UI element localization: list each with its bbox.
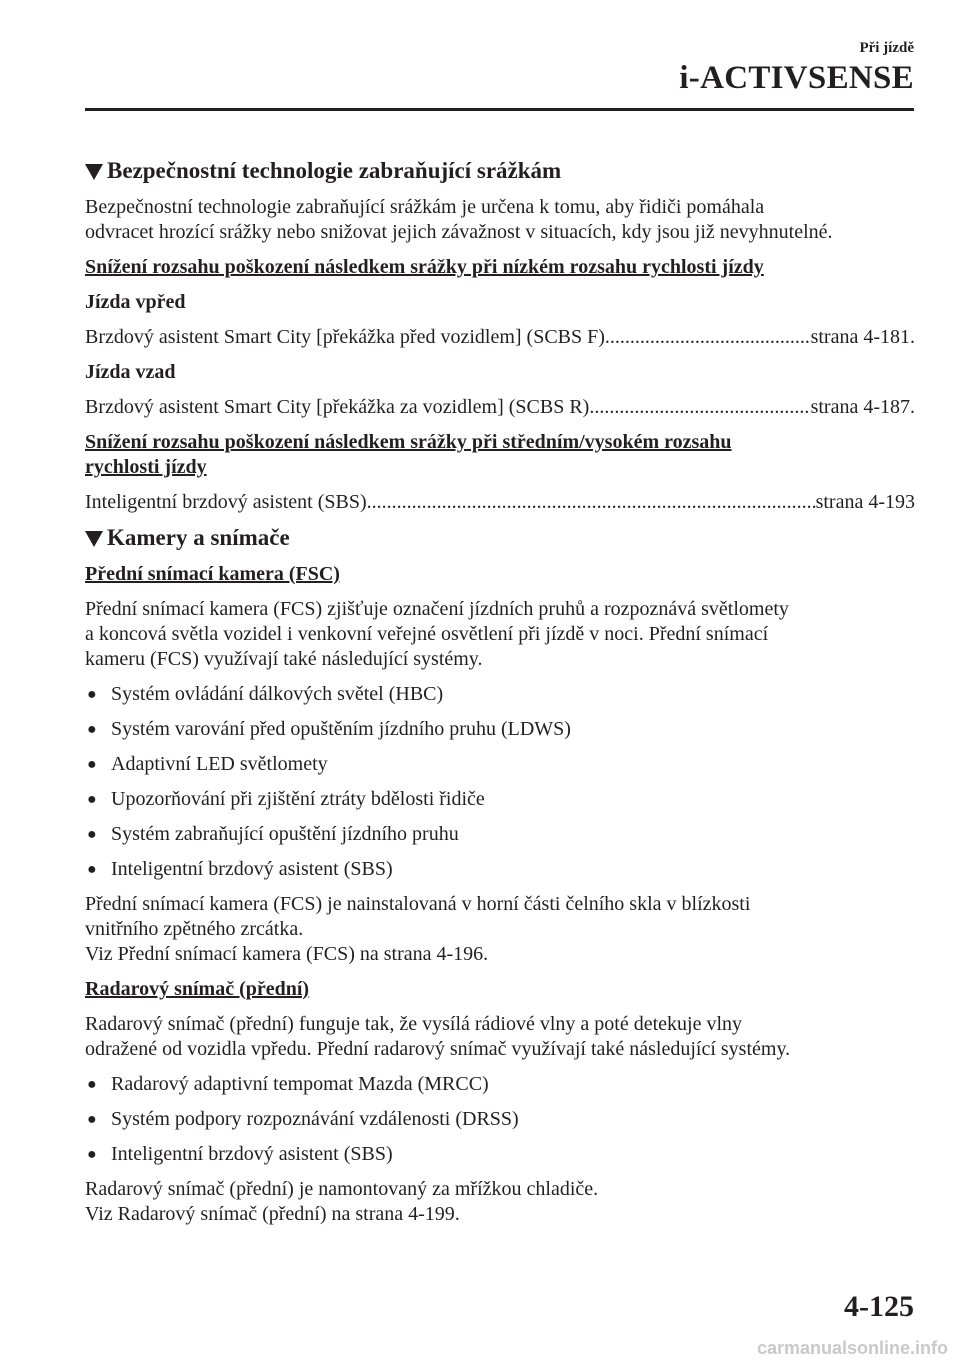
list-item-text: Inteligentní brzdový asistent (SBS) — [111, 858, 393, 880]
reverse-reference — [85, 395, 915, 420]
forward-heading: Jízda vpřed — [85, 291, 186, 313]
triangle-down-icon — [85, 164, 103, 180]
list-item — [85, 1107, 915, 1132]
radar-note-line: Radarový snímač (přední) je namontovaný za mřížkou chladiče. — [85, 1178, 599, 1200]
list-item — [85, 1072, 915, 1097]
section-heading-cameras — [85, 525, 915, 550]
intro-line: odvracet hrozící srážky nebo snižovat jejich závažnost v situacích, kdy jsou již nevyhnutelné. — [85, 221, 833, 243]
mid-speed-heading — [85, 430, 915, 480]
bullet-dot-icon: ● — [87, 826, 97, 843]
sbs-reference — [85, 490, 915, 515]
list-item — [85, 682, 915, 707]
list-item-text: Upozorňování při zjištění ztráty bdělosti řidiče — [111, 788, 485, 810]
mid-speed-heading-line: Snížení rozsahu poškození následkem srážky při středním/vysokém rozsahu — [85, 431, 732, 453]
list-item-text: Inteligentní brzdový asistent (SBS) — [111, 1143, 393, 1165]
reference-text: Brzdový asistent Smart City [překážka před vozidlem] (SCBS F) — [85, 326, 605, 348]
radar-line: Radarový snímač (přední) funguje tak, že vysílá rádiové vlny a poté detekuje vlny — [85, 1013, 743, 1035]
fsc-note — [85, 892, 915, 967]
bullet-dot-icon: ● — [87, 686, 97, 703]
list-item-text: Systém ovládání dálkových světel (HBC) — [111, 683, 444, 705]
fsc-note-line: vnitřního zpětného zrcátka. — [85, 918, 304, 940]
bullet-dot-icon: ● — [87, 1111, 97, 1128]
reference-text: Brzdový asistent Smart City [překážka za vozidlem] (SCBS R) — [85, 396, 590, 418]
list-item — [85, 752, 915, 777]
list-item — [85, 857, 915, 882]
fsc-bullet-list — [85, 682, 915, 882]
forward-reference — [85, 325, 915, 350]
section-heading-text: Kamery a snímače — [107, 525, 290, 550]
list-item-text: Systém varování před opuštěním jízdního pruhu (LDWS) — [111, 718, 571, 740]
list-item-text: Systém zabraňující opuštění jízdního pruhu — [111, 823, 459, 845]
section-heading-text: Bezpečnostní technologie zabraňující srážkám — [107, 158, 562, 183]
radar-heading: Radarový snímač (přední) — [85, 978, 310, 1000]
section-heading-collision — [85, 158, 915, 183]
radar-note — [85, 1177, 915, 1227]
intro-paragraph — [85, 195, 915, 245]
fsc-line: a koncová světla vozidel i venkovní veřejné osvětlení při jízdě v noci. Přední snímací — [85, 623, 769, 645]
fsc-paragraph — [85, 597, 915, 672]
header-title: i-ACTIVSENSE — [679, 60, 914, 96]
fsc-note-reference[interactable]: Viz Přední snímací kamera (FCS) na strana 4-196. — [85, 943, 489, 965]
list-item-text: Adaptivní LED světlomety — [111, 753, 328, 775]
reverse-heading: Jízda vzad — [85, 361, 176, 383]
page-reference-link[interactable]: strana 4-181. — [810, 326, 915, 348]
reference-text: Inteligentní brzdový asistent (SBS) — [85, 491, 367, 513]
list-item — [85, 717, 915, 742]
list-item-text: Radarový adaptivní tempomat Mazda (MRCC) — [111, 1073, 489, 1095]
bullet-dot-icon: ● — [87, 1076, 97, 1093]
fsc-note-line: Přední snímací kamera (FCS) je nainstalovaná v horní části čelního skla v blízkosti — [85, 893, 751, 915]
intro-line: Bezpečnostní technologie zabraňující srážkám je určena k tomu, aby řidiči pomáhala — [85, 196, 765, 218]
list-item — [85, 1142, 915, 1167]
page-reference-link[interactable]: strana 4-193 — [815, 491, 915, 513]
list-item — [85, 787, 915, 812]
bullet-dot-icon: ● — [87, 791, 97, 808]
fsc-heading: Přední snímací kamera (FSC) — [85, 563, 340, 585]
leader-dots — [589, 395, 810, 420]
low-speed-heading: Snížení rozsahu poškození následkem srážky při nízkém rozsahu rychlosti jízdy — [85, 256, 764, 278]
mid-speed-heading-line: rychlosti jízdy — [85, 456, 207, 478]
fsc-line: Přední snímací kamera (FCS) zjišťuje označení jízdních pruhů a rozpoznává světlomety — [85, 598, 789, 620]
leader-dots — [367, 490, 816, 515]
radar-bullet-list — [85, 1072, 915, 1167]
bullet-dot-icon: ● — [87, 1146, 97, 1163]
page-content — [85, 150, 915, 1237]
bullet-dot-icon: ● — [87, 756, 97, 773]
radar-note-reference[interactable]: Viz Radarový snímač (přední) na strana 4-199. — [85, 1203, 460, 1225]
header-chapter: Při jízdě — [859, 40, 914, 56]
list-item-text: Systém podpory rozpoznávání vzdálenosti (DRSS) — [111, 1108, 519, 1130]
watermark: carmanualsonline.info — [756, 1338, 948, 1358]
list-item — [85, 822, 915, 847]
bullet-dot-icon: ● — [87, 721, 97, 738]
header-rule — [85, 108, 914, 111]
fsc-line: kameru (FCS) využívají také následující systémy. — [85, 648, 483, 670]
page-number: 4-125 — [844, 1290, 914, 1323]
page-reference-link[interactable]: strana 4-187. — [810, 396, 915, 418]
triangle-down-icon — [85, 531, 103, 547]
radar-line: odražené od vozidla vpředu. Přední radarový snímač využívají také následující systémy. — [85, 1038, 791, 1060]
leader-dots — [605, 325, 811, 350]
bullet-dot-icon: ● — [87, 861, 97, 878]
radar-paragraph — [85, 1012, 915, 1062]
